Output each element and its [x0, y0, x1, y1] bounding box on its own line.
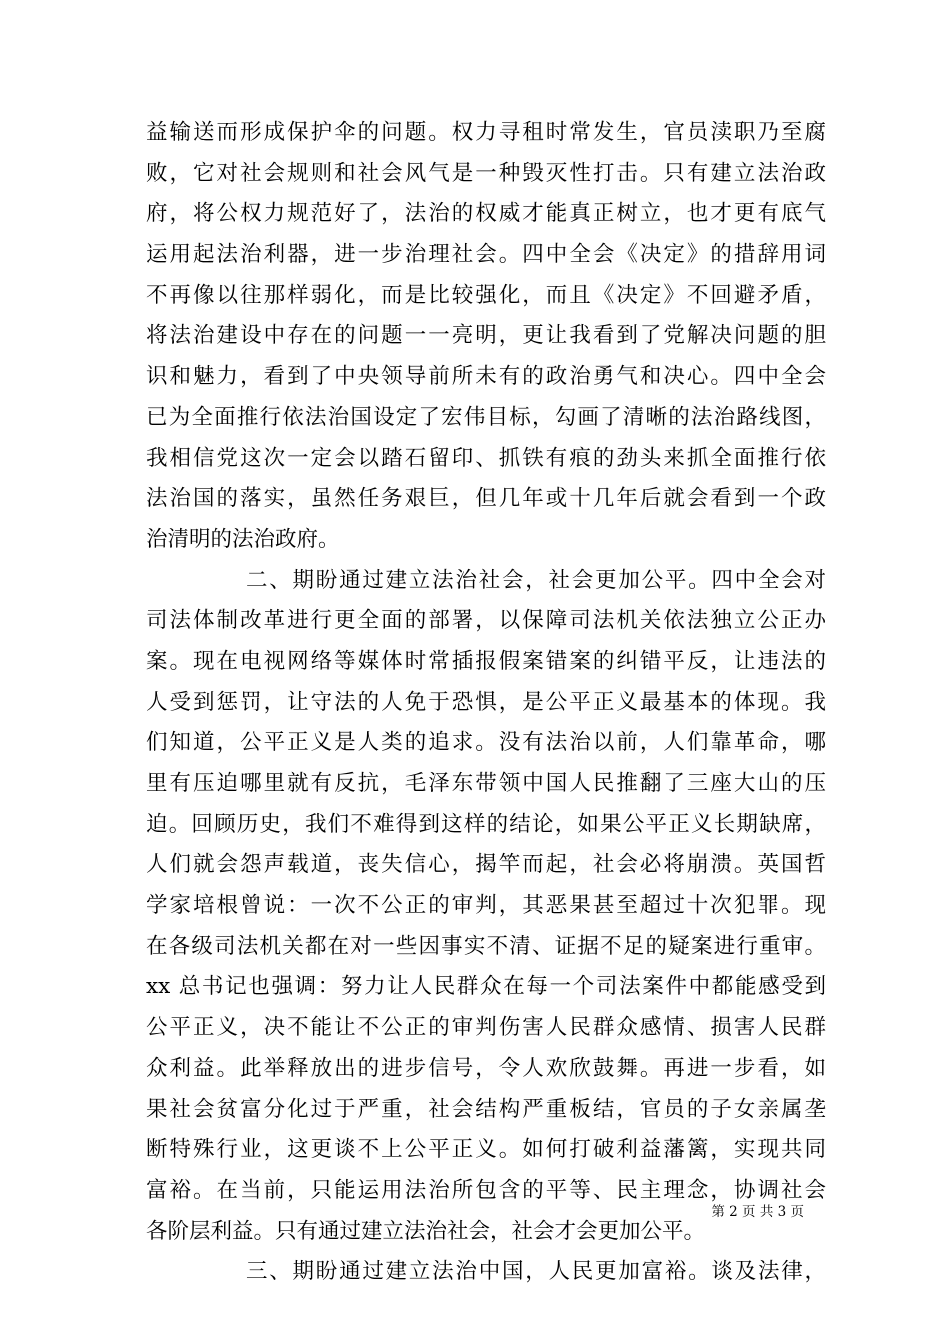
section-heading-line: 二、期盼通过建立法治社会，社会更加公平。四中全会对: [246, 567, 826, 593]
text-line: 我相信党这次一定会以踏石留印、抓铁有痕的劲头来抓全面推行依: [146, 445, 826, 471]
text-line: 人们就会怨声载道，丧失信心，揭竿而起，社会必将崩溃。英国哲: [146, 852, 826, 878]
text-line: 断特殊行业，这更谈不上公平正义。如何打破利益藩篱，实现共同: [146, 1137, 826, 1163]
text-line: 将法治建设中存在的问题一一亮明，更让我看到了党解决问题的胆: [146, 323, 826, 349]
document-body: [146, 113, 826, 1293]
text-line: 众利益。此举释放出的进步信号，令人欢欣鼓舞。再进一步看，如: [146, 1055, 826, 1081]
text-line: xx 总书记也强调：努力让人民群众在每一个司法案件中都能感受到: [146, 974, 826, 1000]
text-line: 里有压迫哪里就有反抗，毛泽东带领中国人民推翻了三座大山的压: [146, 771, 826, 796]
text-line: 迫。回顾历史，我们不难得到这样的结论，如果公平正义长期缺席，: [146, 811, 826, 837]
page-number: 第 2 页 共 3 页: [711, 1204, 804, 1220]
text-line: 识和魅力，看到了中央领导前所未有的政治勇气和决心。四中全会: [146, 364, 826, 390]
text-line: 人受到惩罚，让守法的人免于恐惧，是公平正义最基本的体现。我: [146, 689, 826, 715]
text-line: 学家培根曾说：一次不公正的审判，其恶果甚至超过十次犯罪。现: [146, 893, 826, 919]
text-line: 在各级司法机关都在对一些因事实不清、证据不足的疑案进行重审。: [146, 933, 826, 959]
text-line: 法治国的落实，虽然任务艰巨，但几年或十几年后就会看到一个政: [146, 486, 826, 512]
text-line: 富裕。在当前，只能运用法治所包含的平等、民主理念，协调社会: [146, 1177, 826, 1203]
text-line: 案。现在电视网络等媒体时常插报假案错案的纠错平反，让违法的: [146, 648, 826, 674]
text-line: 益输送而形成保护伞的问题。权力寻租时常发生，官员渎职乃至腐: [146, 120, 826, 145]
text-line: 败，它对社会规则和社会风气是一种毁灭性打击。只有建立法治政: [146, 160, 826, 186]
text-line: 果社会贫富分化过于严重，社会结构严重板结，官员的子女亲属垄: [146, 1096, 826, 1122]
text-line: 们知道，公平正义是人类的追求。没有法治以前，人们靠革命，哪: [146, 730, 826, 756]
section-heading-line: 三、期盼通过建立法治中国，人民更加富裕。谈及法律，: [246, 1259, 826, 1285]
text-line: 司法体制改革进行更全面的部署，以保障司法机关依法独立公正办: [146, 608, 826, 634]
text-line: 公平正义，决不能让不公正的审判伤害人民群众感情、损害人民群: [146, 1015, 826, 1041]
text-line: 已为全面推行依法治国设定了宏伟目标，勾画了清晰的法治路线图，: [146, 404, 826, 430]
text-line: 运用起法治利器，进一步治理社会。四中全会《决定》的措辞用词: [146, 242, 826, 268]
text-line: 治清明的法治政府。: [146, 526, 340, 552]
text-line: 不再像以往那样弱化，而是比较强化，而且《决定》不回避矛盾，: [146, 282, 826, 308]
text-line: 府，将公权力规范好了，法治的权威才能真正树立，也才更有底气: [146, 201, 826, 227]
text-line: 各阶层利益。只有通过建立法治社会，社会才会更加公平。: [146, 1218, 706, 1244]
